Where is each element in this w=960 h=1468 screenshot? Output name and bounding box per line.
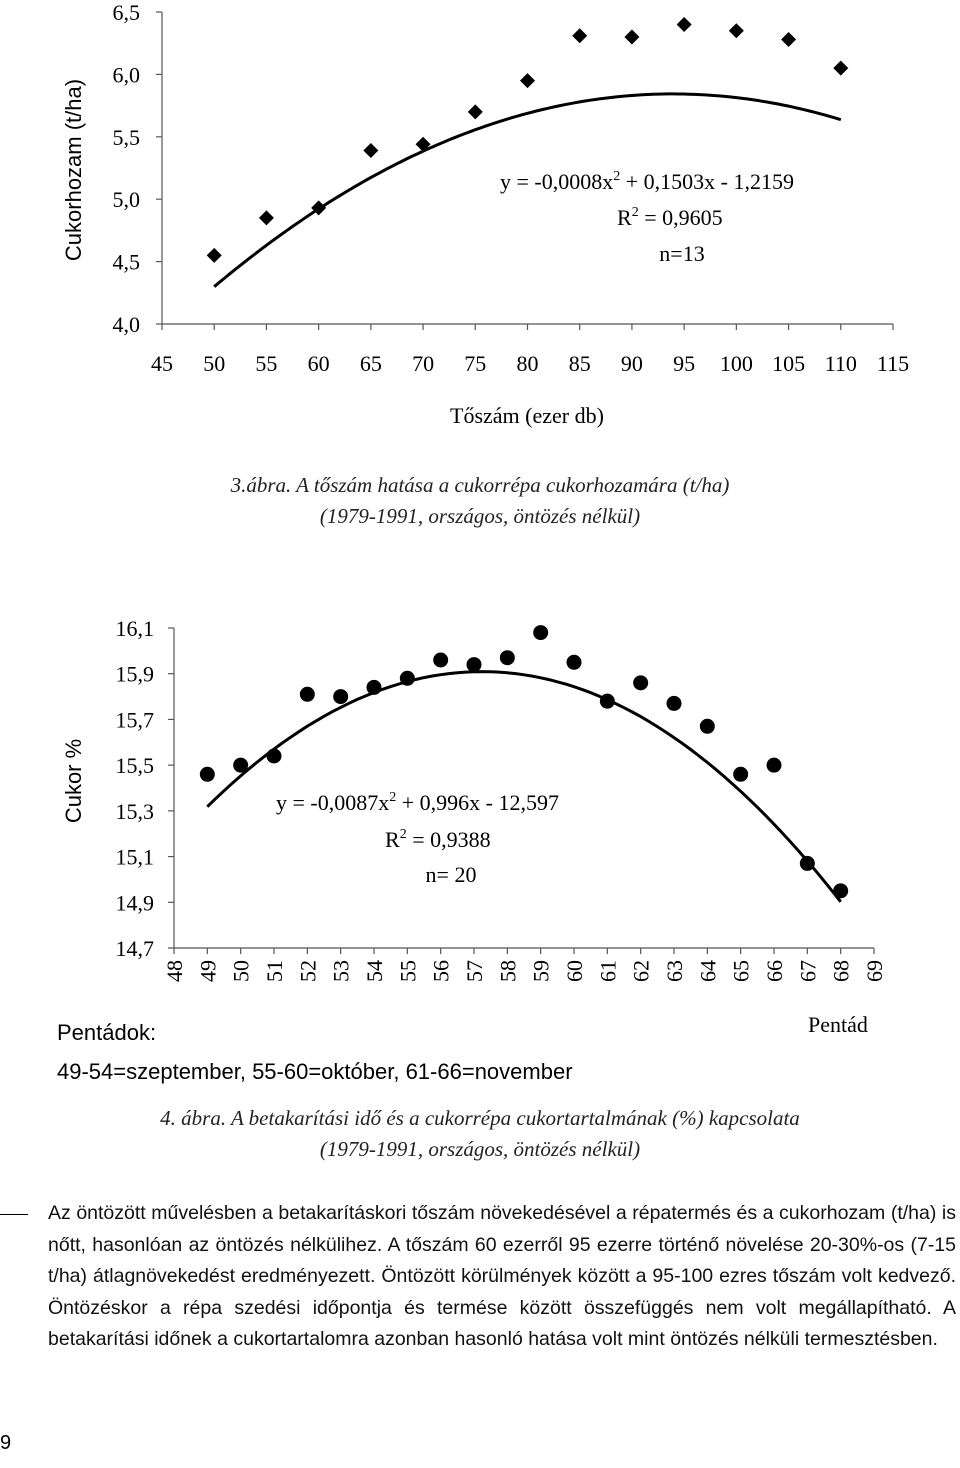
data-point [467, 657, 482, 672]
data-point [333, 689, 348, 704]
x-tick-label: 110 [824, 351, 857, 376]
x-tick-label: 48 [162, 960, 187, 982]
pentad-legend-title: Pentádok: [57, 1020, 157, 1045]
data-point [363, 143, 378, 158]
data-point [833, 61, 848, 76]
caption-line: 3.ábra. A tőszám hatása a cukorrépa cukorhozamára (t/ha) [230, 473, 730, 497]
n-line: n=13 [659, 241, 705, 266]
x-tick-label: 50 [228, 960, 254, 982]
x-tick-label: 64 [695, 960, 721, 982]
x-tick-label: 70 [412, 351, 435, 376]
x-tick-labels [162, 960, 887, 982]
data-point [207, 248, 222, 263]
y-tick-label: 5,5 [112, 124, 140, 150]
chart-sugar-content [0, 560, 960, 1100]
figure-4-caption [0, 1103, 960, 1165]
x-tick-label: 75 [464, 351, 487, 376]
caption-line: (1979-1991, országos, öntözés nélkül) [319, 1137, 641, 1161]
x-tick-label: 65 [359, 351, 382, 376]
y-tick-label: 15,7 [115, 707, 154, 733]
data-point [468, 104, 483, 119]
y-axis-label [61, 79, 86, 261]
x-tick-label: 57 [462, 960, 487, 982]
x-tick-label: 49 [195, 960, 221, 982]
x-tick-label: 50 [203, 351, 226, 376]
body-paragraph: Az öntözött művelésben a betakarításkori tőszám növekedésével a répatermés és a cukorhozam (t/ha) is nőtt, hasonlóan az öntözés nélkülihez. A tőszám 60 ezerről 95 ezerre történő növelése 20-30%-os (7-15 t/ha) átlagnövekedést eredményezett. Öntözött körülmények között a 95-100 ezres tőszám volt kedvező. Öntözéskor a répa szedési időpontja és termése között összefüggés nem volt megállapítható. A betakarítási időnek a cukortartalomra azonban hasonló hatása volt mint öntözés nélküli termesztésben. [48, 1202, 956, 1350]
x-tick-label: 67 [795, 960, 821, 982]
svg-text:Cukor %: Cukor % [61, 738, 86, 824]
y-tick-label: 15,5 [115, 753, 154, 779]
x-tick-label: 100 [719, 351, 753, 376]
y-tick-label: 14,7 [115, 936, 154, 961]
r-squared-line: $R^2 = 0,9388$ [385, 827, 491, 852]
n-line: n= 20 [425, 862, 477, 887]
y-tick-label: 15,9 [115, 661, 154, 687]
data-point [800, 856, 815, 871]
data-point [200, 767, 215, 782]
y-tick-label: 5,0 [112, 187, 140, 213]
regression-equation [500, 169, 794, 266]
x-tick-label: 56 [428, 960, 454, 982]
data-point [833, 883, 848, 898]
data-point [267, 749, 282, 764]
data-point [300, 687, 315, 702]
data-point [781, 32, 796, 47]
figure-3-caption [0, 470, 960, 532]
x-tick-label: 95 [673, 351, 696, 376]
y-tick-label: 4,0 [112, 312, 140, 337]
x-tick-label: 115 [876, 351, 910, 376]
x-tick-label: 63 [662, 960, 687, 982]
x-tick-label: 62 [628, 960, 654, 982]
caption-line: (1979-1991, országos, öntözés nélkül) [319, 504, 641, 528]
equation-line: $y = -0,0008x^2 + 0,1503x - 1,2159$ [500, 169, 794, 194]
data-point [567, 655, 582, 670]
data-points [207, 17, 849, 263]
x-tick-label: 65 [728, 960, 754, 982]
y-tick-labels [116, 616, 155, 961]
x-tick-label: 69 [862, 960, 887, 982]
x-tick-label: 51 [262, 960, 287, 982]
x-tick-label: 52 [295, 960, 321, 982]
x-tick-label: 80 [516, 351, 539, 376]
x-tick-label: 105 [772, 351, 806, 376]
regression-equation [276, 790, 559, 887]
x-tick-label: 60 [307, 351, 330, 376]
x-tick-label: 54 [362, 960, 387, 982]
y-tick-label: 6,0 [112, 62, 140, 88]
r-squared-line: $R^2 = 0,9605$ [617, 205, 723, 230]
data-point [624, 29, 639, 44]
x-tick-label: 66 [762, 960, 787, 982]
equation-line: $y = -0,0087x^2 + 0,996x - 12,597$ [276, 790, 559, 815]
data-point [433, 653, 448, 668]
data-point [600, 694, 615, 709]
chart-sugar-yield [0, 0, 960, 440]
page-number: 9 [0, 1432, 12, 1454]
x-tick-label: 90 [620, 351, 643, 376]
data-point [500, 650, 515, 665]
x-tick-label: 45 [151, 351, 173, 376]
data-point [533, 625, 548, 640]
data-point [572, 28, 587, 43]
y-tick-label: 15,3 [115, 798, 154, 824]
data-point [729, 23, 744, 38]
data-point [667, 696, 682, 711]
y-tick-label: 6,5 [112, 0, 140, 25]
x-tick-label: 60 [562, 960, 587, 982]
x-tick-labels [151, 351, 909, 376]
y-tick-label: 14,9 [115, 890, 154, 916]
data-points [200, 625, 848, 898]
x-tick-label: 61 [595, 960, 621, 982]
caption-line: 4. ábra. A betakarítási idő és a cukorrépa cukortartalmának (%) kapcsolata [160, 1106, 800, 1130]
pentad-legend-text: 49-54=szeptember, 55-60=október, 61-66=november [57, 1059, 573, 1084]
x-tick-label: 53 [328, 960, 354, 982]
y-tick-labels [113, 0, 141, 337]
data-point [520, 73, 535, 88]
x-tick-label: 85 [568, 351, 591, 376]
trendline [207, 672, 840, 902]
paragraph-dash [0, 1214, 28, 1215]
y-tick-label: 16,1 [115, 616, 154, 641]
data-point [733, 767, 748, 782]
y-axis-label [61, 739, 86, 823]
data-point [677, 17, 692, 32]
x-axis-label: Tőszám (ezer db) [450, 403, 604, 428]
x-tick-label: 55 [395, 960, 421, 982]
data-point [633, 675, 648, 690]
y-tick-label: 4,5 [112, 249, 140, 275]
x-axis-label: Pentád [808, 1012, 868, 1037]
x-tick-label: 59 [528, 960, 554, 982]
x-tick-label: 55 [255, 351, 278, 376]
data-point [259, 210, 274, 225]
svg-text:Cukorhozam (t/ha): Cukorhozam (t/ha) [61, 78, 86, 262]
data-point [233, 758, 248, 773]
data-point [400, 671, 415, 686]
y-tick-label: 15,1 [115, 844, 154, 870]
data-point [767, 758, 782, 773]
x-tick-label: 68 [828, 960, 854, 982]
data-point [700, 719, 715, 734]
trendline-curve [207, 672, 840, 902]
x-tick-label: 58 [495, 960, 521, 982]
data-point [367, 680, 382, 695]
